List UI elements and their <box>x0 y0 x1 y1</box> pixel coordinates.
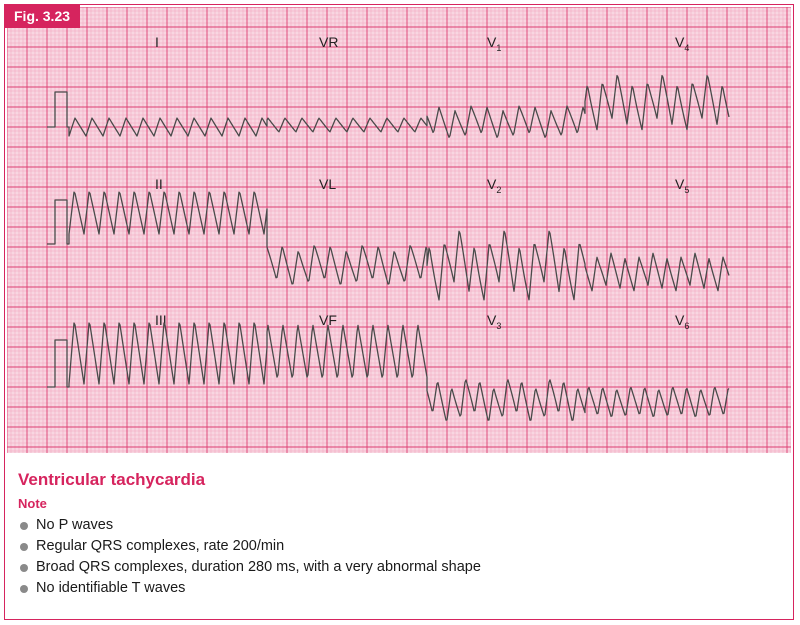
bullet-text: No P waves <box>36 517 114 533</box>
lead-label: $V_1$ <box>487 34 502 53</box>
lead-label: $V_5$ <box>675 176 690 195</box>
lead-label-subscript: 4 <box>684 43 690 53</box>
bullet-icon <box>20 543 28 551</box>
bullet-icon <box>20 522 28 530</box>
figure-label: Fig. 3.23 <box>4 4 80 28</box>
lead-label: $V_3$ <box>487 312 502 331</box>
bullet-icon <box>20 564 28 572</box>
ecg-chart <box>7 7 791 453</box>
lead-label: I <box>155 34 159 50</box>
lead-label-subscript: 3 <box>496 321 502 331</box>
ecg-strip <box>7 7 791 453</box>
lead-label: II <box>155 176 163 192</box>
bullet-text: Regular QRS complexes, rate 200/min <box>36 538 285 554</box>
lead-label: VL <box>319 176 337 192</box>
caption-note-heading: Note <box>18 496 47 511</box>
bullet-text: No identifiable T waves <box>36 580 186 596</box>
lead-label-subscript: 5 <box>684 185 690 195</box>
lead-label: $V_6$ <box>675 312 690 331</box>
lead-label: $V_2$ <box>487 176 502 195</box>
lead-label-subscript: 6 <box>684 321 690 331</box>
caption-bullet-list <box>18 515 782 599</box>
list-item <box>18 578 782 599</box>
lead-label-subscript: 1 <box>496 43 502 53</box>
lead-label-subscript: 2 <box>496 185 502 195</box>
lead-label: VF <box>319 312 337 328</box>
caption-title: Ventricular tachycardia <box>18 470 206 489</box>
list-item <box>18 536 782 557</box>
bullet-icon <box>20 585 28 593</box>
list-item <box>18 515 782 536</box>
lead-label: $V_4$ <box>675 34 690 53</box>
lead-label: VR <box>319 34 339 50</box>
list-item <box>18 557 782 578</box>
bullet-text: Broad QRS complexes, duration 280 ms, with a very abnormal shape <box>36 559 481 575</box>
lead-label: III <box>155 312 167 328</box>
figure-caption <box>18 470 782 599</box>
